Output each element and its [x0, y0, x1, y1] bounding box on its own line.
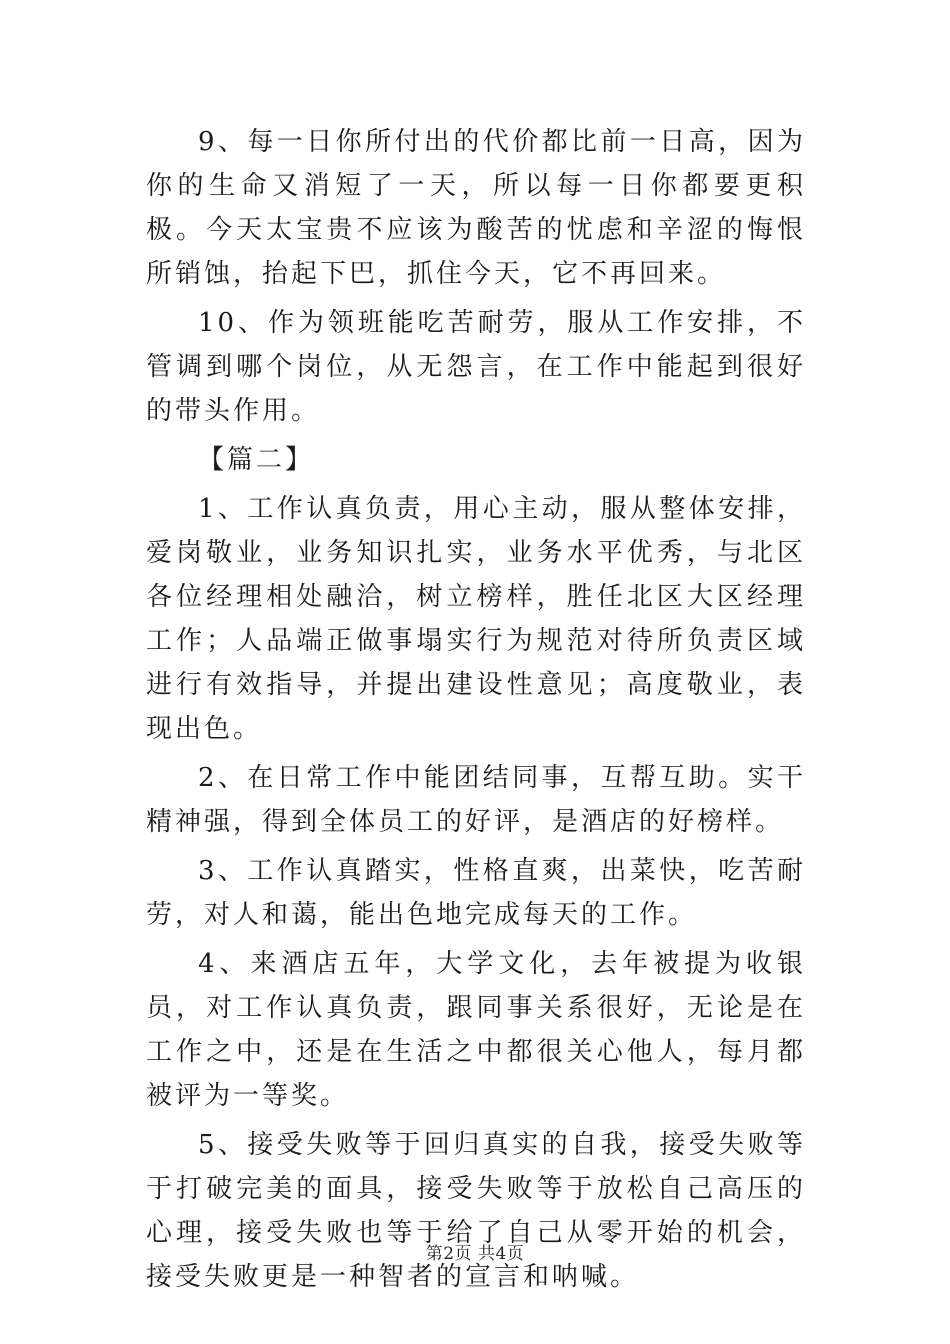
paragraph-10: 10、作为领班能吃苦耐劳，服从工作安排，不管调到哪个岗位，从无怨言，在工作中能起到很好的带头作用。 [146, 308, 806, 426]
section-paragraph-5: 5、接受失败等于回归真实的自我，接受失败等于打破完美的面具，接受失败等于放松自己高压的心理，接受失败也等于给了自己从零开始的机会，接受失败更是一种智者的宣言和呐喊。 [146, 1130, 806, 1292]
section-paragraph-2: 2、在日常工作中能团结同事，互帮互助。实干精神强，得到全体员工的好评，是酒店的好榜样。 [146, 763, 806, 837]
section-paragraph-3: 3、工作认真踏实，性格直爽，出菜快，吃苦耐劳，对人和蔼，能出色地完成每天的工作。 [146, 856, 806, 930]
section-paragraph-4: 4、来酒店五年，大学文化，去年被提为收银员，对工作认真负责，跟同事关系很好，无论是在工作之中，还是在生活之中都很关心他人，每月都被评为一等奖。 [146, 949, 806, 1111]
section-paragraph-1: 1、工作认真负责，用心主动，服从整体安排，爱岗敬业，业务知识扎实，业务水平优秀，与北区各位经理相处融洽，树立榜样，胜任北区大区经理工作；人品端正做事塌实行为规范对待所负责区域进行有效指导，并提出建设性意见；高度敬业，表现出色。 [146, 494, 806, 744]
document-body [146, 120, 806, 1304]
paragraph-9: 9、每一日你所付出的代价都比前一日高，因为你的生命又消短了一天，所以每一日你都要更积极。今天太宝贵不应该为酸苦的忧虑和辛涩的悔恨所销蚀，抬起下巴，抓住今天，它不再回来。 [146, 127, 806, 289]
section-heading: 【篇二】 [198, 445, 315, 475]
page-number-footer: 第2页 共4页 [425, 1244, 525, 1264]
